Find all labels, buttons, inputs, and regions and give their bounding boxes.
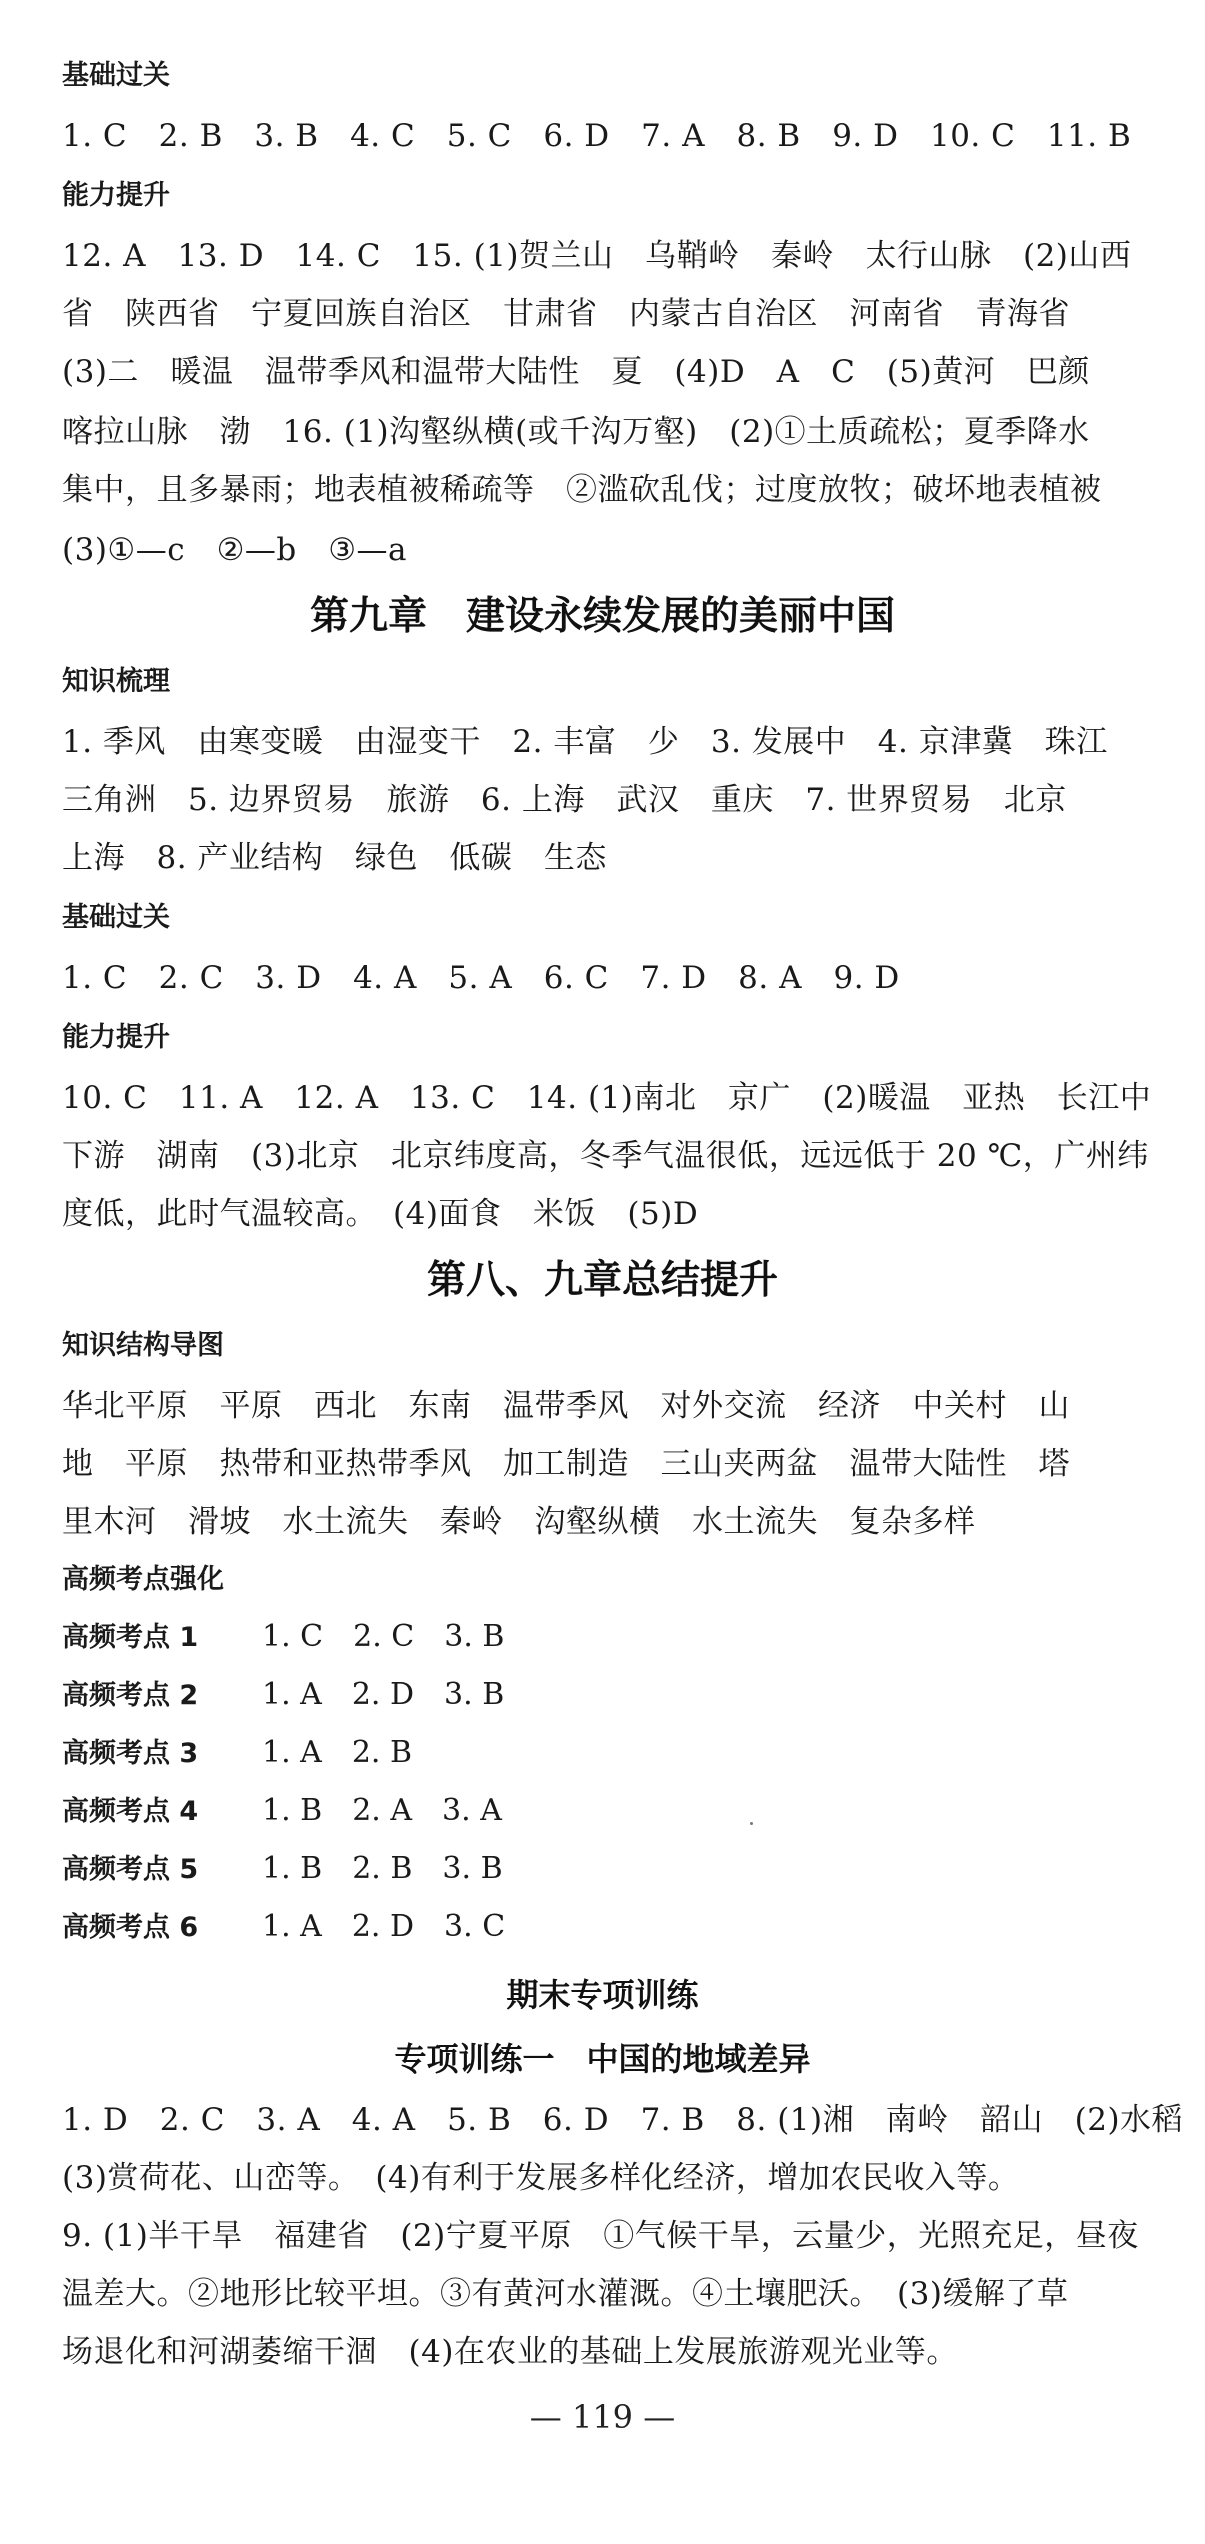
hf-label: 高频考点 3 — [62, 1738, 199, 1769]
section-heading: 高频考点强化 — [62, 1564, 224, 1595]
answer-line: 里木河 滑坡 水土流失 秦岭 沟壑纵横 水土流失 复杂多样 — [62, 1504, 976, 1540]
section-heading: 基础过关 — [62, 902, 170, 933]
hf-answers: 1. A 2. D 3. C — [262, 1909, 506, 1944]
high-frequency-row — [62, 1732, 412, 1775]
answer-line: 喀拉山脉 渤 16. (1)沟壑纵横(或千沟万壑) (2)①土质疏松；夏季降水 — [62, 414, 1090, 450]
hf-label: 高频考点 2 — [62, 1680, 199, 1711]
hf-answers: 1. C 2. C 3. B — [262, 1619, 505, 1654]
answer-line: 10. C 11. A 12. A 13. C 14. (1)南北 京广 (2)暖温 亚热 长江中 — [62, 1080, 1152, 1116]
section-heading: 能力提升 — [62, 180, 170, 211]
answer-line: 省 陕西省 宁夏回族自治区 甘肃省 内蒙古自治区 河南省 青海省 — [62, 296, 1070, 332]
answer-line: 地 平原 热带和亚热带季风 加工制造 三山夹两盆 温带大陆性 塔 — [62, 1446, 1070, 1482]
answer-line: 度低，此时气温较高。 (4)面食 米饭 (5)D — [62, 1196, 699, 1232]
high-frequency-row — [62, 1790, 502, 1833]
hf-label: 高频考点 6 — [62, 1912, 199, 1943]
answer-line: 1. C 2. B 3. B 4. C 5. C 6. D 7. A 8. B 9. D 10. C 11. B — [62, 118, 1132, 154]
hf-answers: 1. A 2. B — [262, 1735, 413, 1770]
answer-line: 场退化和河湖萎缩干涸 (4)在农业的基础上发展旅游观光业等。 — [62, 2334, 958, 2370]
answer-line: 温差大。②地形比较平坦。③有黄河水灌溉。④土壤肥沃。 (3)缓解了草 — [62, 2276, 1069, 2312]
hf-answers: 1. B 2. A 3. A — [262, 1793, 502, 1828]
answer-line: 1. C 2. C 3. D 4. A 5. A 6. C 7. D 8. A 9. D — [62, 960, 900, 996]
answer-line: 下游 湖南 (3)北京 北京纬度高，冬季气温很低，远远低于 20 ℃，广州纬 — [62, 1138, 1149, 1174]
hf-label: 高频考点 1 — [62, 1622, 199, 1653]
high-frequency-row — [62, 1906, 505, 1949]
high-frequency-row — [62, 1848, 503, 1891]
hf-label: 高频考点 4 — [62, 1796, 199, 1827]
special-training-title: 专项训练一 中国的地域差异 — [394, 2040, 811, 2078]
hf-label: 高频考点 5 — [62, 1854, 199, 1885]
section-heading: 知识结构导图 — [62, 1330, 224, 1361]
high-frequency-row — [62, 1616, 504, 1659]
speck-mark — [750, 1822, 753, 1825]
page-number: — 119 — — [529, 2398, 676, 2436]
answer-line: 9. (1)半干旱 福建省 (2)宁夏平原 ①气候干旱，云量少，光照充足，昼夜 — [62, 2218, 1139, 2254]
answer-line: 上海 8. 产业结构 绿色 低碳 生态 — [62, 840, 607, 876]
final-training-title: 期末专项训练 — [506, 1976, 699, 2014]
high-frequency-row — [62, 1674, 504, 1717]
section-heading: 知识梳理 — [62, 666, 170, 697]
answer-line: (3)①—c ②—b ③—a — [62, 532, 407, 568]
answer-line: 12. A 13. D 14. C 15. (1)贺兰山 乌鞘岭 秦岭 太行山脉 (2)山西 — [62, 238, 1132, 274]
answer-line: 集中，且多暴雨；地表植被稀疏等 ②滥砍乱伐；过度放牧；破坏地表植被 — [62, 472, 1102, 508]
answer-line: (3)赏荷花、山峦等。 (4)有利于发展多样化经济，增加农民收入等。 — [62, 2160, 1020, 2196]
hf-answers: 1. B 2. B 3. B — [262, 1851, 503, 1886]
answer-line: 1. D 2. C 3. A 4. A 5. B 6. D 7. B 8. (1)湘 南岭 韶山 (2)水稻 — [62, 2102, 1184, 2138]
answer-line: 1. 季风 由寒变暖 由湿变干 2. 丰富 少 3. 发展中 4. 京津冀 珠江 — [62, 724, 1108, 760]
hf-answers: 1. A 2. D 3. B — [262, 1677, 505, 1712]
answer-line: (3)二 暖温 温带季风和温带大陆性 夏 (4)D A C (5)黄河 巴颜 — [62, 354, 1090, 390]
section-heading: 基础过关 — [62, 60, 170, 91]
chapter-title: 第九章 建设永续发展的美丽中国 — [309, 594, 895, 639]
answer-line: 华北平原 平原 西北 东南 温带季风 对外交流 经济 中关村 山 — [62, 1388, 1070, 1424]
answer-line: 三角洲 5. 边界贸易 旅游 6. 上海 武汉 重庆 7. 世界贸易 北京 — [62, 782, 1067, 818]
section-heading: 能力提升 — [62, 1022, 170, 1053]
chapter-title: 第八、九章总结提升 — [426, 1258, 778, 1303]
